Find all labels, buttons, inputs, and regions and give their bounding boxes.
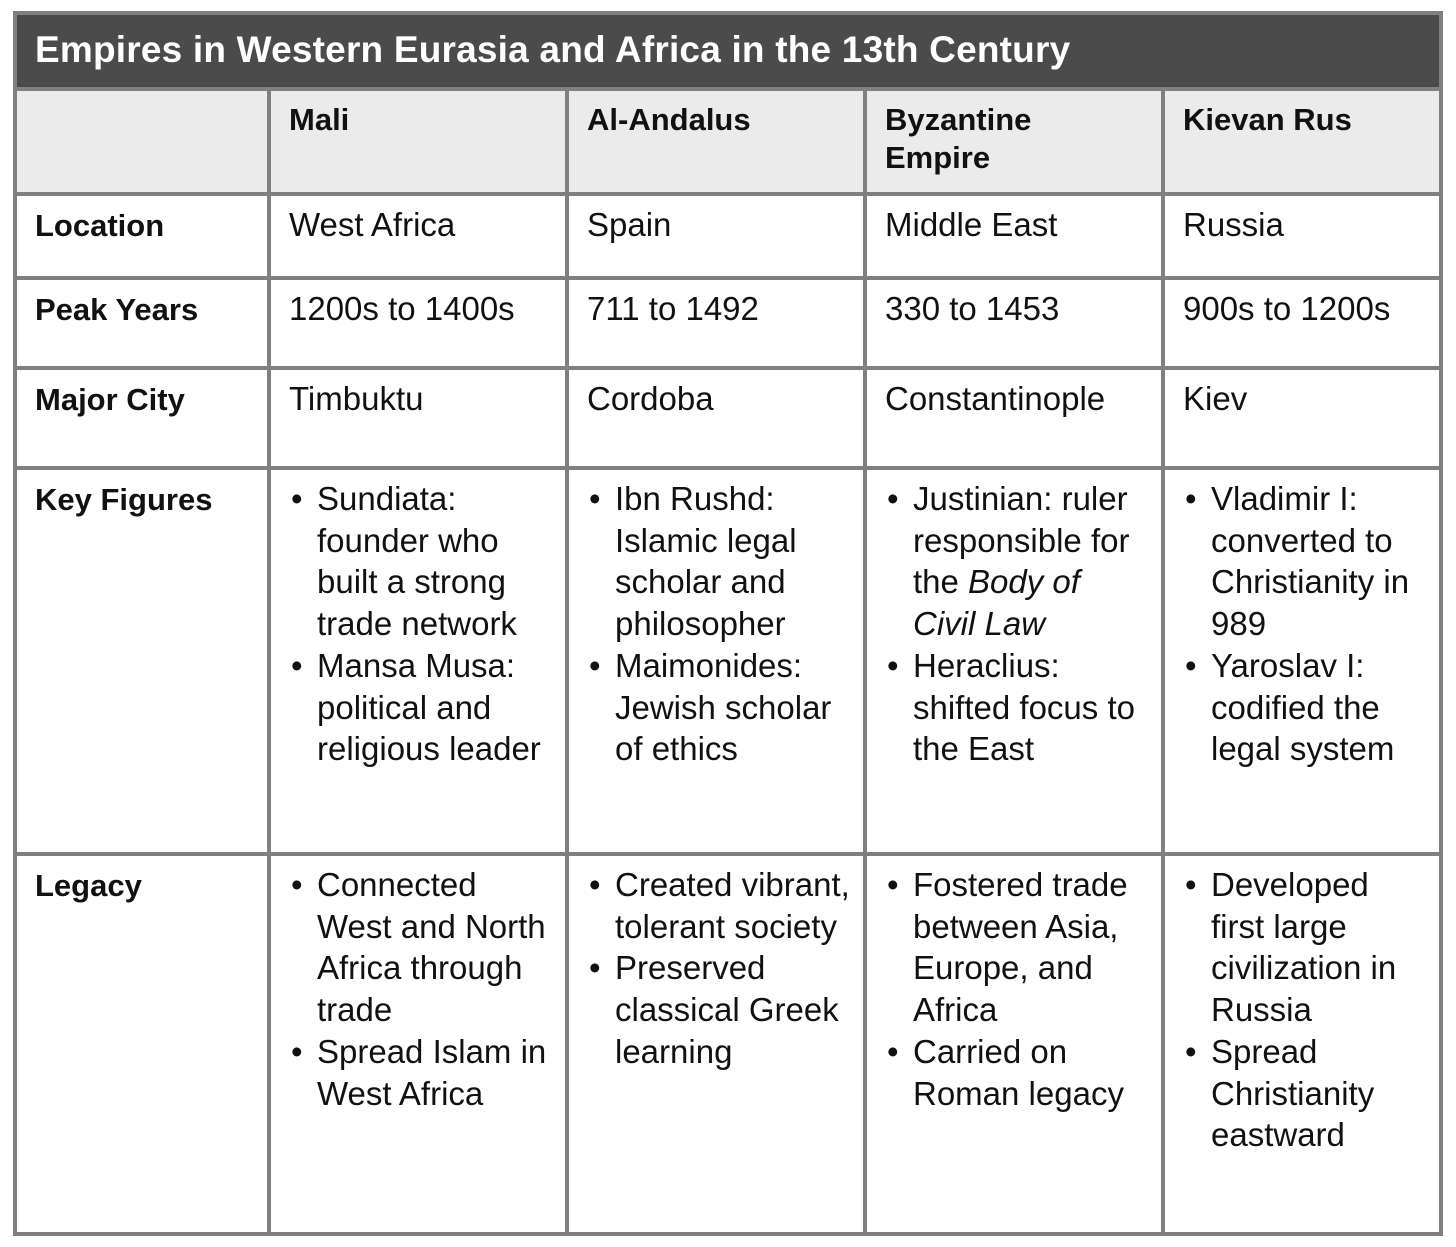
cell-key-figures-al-andalus bbox=[567, 468, 865, 854]
column-header-al-andalus: Al-Andalus bbox=[567, 91, 865, 194]
bullet-list bbox=[587, 478, 853, 770]
bullet-list bbox=[289, 478, 555, 770]
list-item: • Spread Islam in West Africa bbox=[289, 1031, 555, 1114]
list-item: • Fostered trade between Asia, Europe, and Africa bbox=[885, 864, 1151, 1031]
column-header-kievan-rus: Kievan Rus bbox=[1163, 91, 1439, 194]
list-item: • Sundiata: founder who built a strong trade network bbox=[289, 478, 555, 645]
row-label-legacy: Legacy bbox=[17, 854, 269, 1234]
table-title: Empires in Western Eurasia and Africa in the 13th Century bbox=[35, 29, 1071, 70]
list-item: • Maimonides: Jewish scholar of ethics bbox=[587, 645, 853, 770]
cell-peak-years-kievan-rus: 900s to 1200s bbox=[1163, 278, 1439, 368]
list-item: • Vladimir I: converted to Christianity in 989 bbox=[1183, 478, 1429, 645]
row-label-location: Location bbox=[17, 194, 269, 278]
header-row bbox=[17, 91, 1439, 194]
cell-location-al-andalus: Spain bbox=[567, 194, 865, 278]
cell-location-byzantine: Middle East bbox=[865, 194, 1163, 278]
cell-key-figures-kievan-rus bbox=[1163, 468, 1439, 854]
row-key-figures bbox=[17, 468, 1439, 854]
body-of-civil-law-title: Body of Civil Law bbox=[913, 563, 1080, 643]
cell-location-kievan-rus: Russia bbox=[1163, 194, 1439, 278]
cell-major-city-mali: Timbuktu bbox=[269, 368, 567, 468]
bullet-list bbox=[885, 478, 1151, 770]
cell-major-city-kievan-rus: Kiev bbox=[1163, 368, 1439, 468]
cell-legacy-al-andalus bbox=[567, 854, 865, 1234]
cell-legacy-mali bbox=[269, 854, 567, 1234]
list-item: • Spread Christianity eastward bbox=[1183, 1031, 1429, 1156]
justinian-text: Justinian: ruler responsible for the bbox=[913, 480, 1130, 601]
cell-peak-years-byzantine: 330 to 1453 bbox=[865, 278, 1163, 368]
cell-peak-years-al-andalus: 711 to 1492 bbox=[567, 278, 865, 368]
cell-location-mali: West Africa bbox=[269, 194, 567, 278]
cell-key-figures-byzantine bbox=[865, 468, 1163, 854]
list-item: • Carried on Roman legacy bbox=[885, 1031, 1151, 1114]
list-item: • Ibn Rushd: Islamic legal scholar and philosopher bbox=[587, 478, 853, 645]
cell-legacy-byzantine bbox=[865, 854, 1163, 1234]
row-location bbox=[17, 194, 1439, 278]
row-peak-years bbox=[17, 278, 1439, 368]
row-major-city bbox=[17, 368, 1439, 468]
list-item: • Created vibrant, tolerant society bbox=[587, 864, 853, 947]
list-item: • Mansa Musa: political and religious leader bbox=[289, 645, 555, 770]
bullet-list bbox=[1183, 864, 1429, 1156]
list-item: • Heraclius: shifted focus to the East bbox=[885, 645, 1151, 770]
bullet-list bbox=[289, 864, 555, 1114]
bullet-list bbox=[587, 864, 853, 1073]
list-item: • Preserved classical Greek learning bbox=[587, 947, 853, 1072]
row-label-peak-years: Peak Years bbox=[17, 278, 269, 368]
title-bar bbox=[17, 15, 1439, 91]
cell-key-figures-mali bbox=[269, 468, 567, 854]
cell-legacy-kievan-rus bbox=[1163, 854, 1439, 1234]
column-header-byzantine-empire: Byzantine Empire bbox=[865, 91, 1163, 194]
list-item: • Yaroslav I: codified the legal system bbox=[1183, 645, 1429, 770]
corner-cell bbox=[17, 91, 269, 194]
list-item bbox=[885, 478, 1151, 645]
list-item: • Developed first large civilization in Russia bbox=[1183, 864, 1429, 1031]
row-label-major-city: Major City bbox=[17, 368, 269, 468]
empires-table bbox=[17, 91, 1439, 1234]
cell-peak-years-mali: 1200s to 1400s bbox=[269, 278, 567, 368]
bullet-list bbox=[885, 864, 1151, 1114]
list-item: • Connected West and North Africa through trade bbox=[289, 864, 555, 1031]
empires-table-frame bbox=[13, 11, 1443, 1236]
cell-major-city-al-andalus: Cordoba bbox=[567, 368, 865, 468]
row-legacy bbox=[17, 854, 1439, 1234]
row-label-key-figures: Key Figures bbox=[17, 468, 269, 854]
bullet-list bbox=[1183, 478, 1429, 770]
cell-major-city-byzantine: Constantinople bbox=[865, 368, 1163, 468]
column-header-mali: Mali bbox=[269, 91, 567, 194]
